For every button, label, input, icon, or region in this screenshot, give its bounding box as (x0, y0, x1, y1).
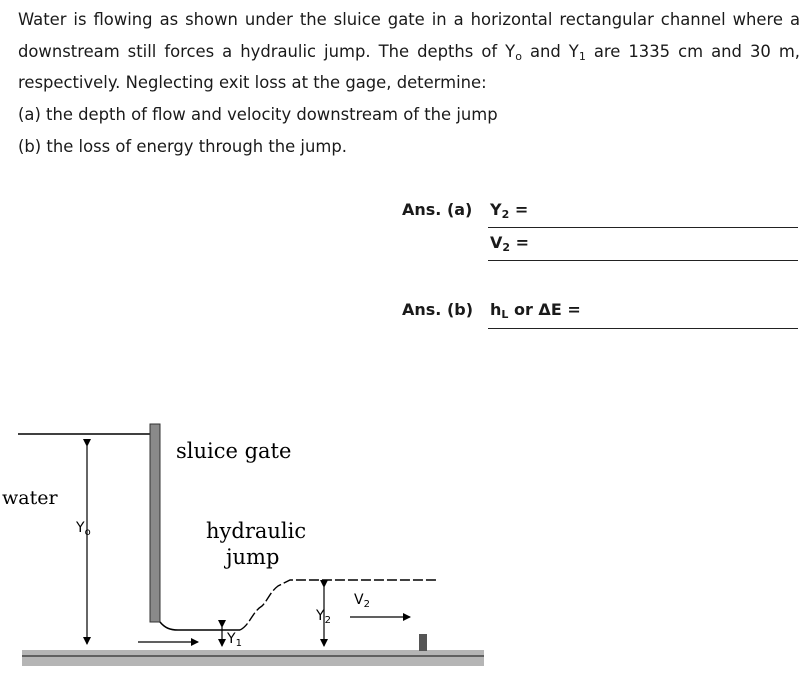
answer-hl-label: $h_L$ or ΔE = (490, 300, 581, 321)
label-v2: $V_2$ (354, 592, 370, 610)
question-part-a: (a) the depth of flow and velocity downstream of the jump (18, 105, 498, 125)
label-water: water (2, 487, 58, 509)
answer-b-label: Ans. (b) (402, 300, 474, 319)
answer-v2-label: $V_2$ = (490, 233, 530, 254)
label-y2: $Y_2$ (316, 608, 331, 626)
question-part-b: (b) the loss of energy through the jump. (18, 136, 347, 156)
problem-line-3: respectively. Neglecting exit loss at the gage, determine: (18, 73, 487, 93)
answer-y2-label: $Y_2$ = (490, 200, 529, 221)
answer-a-label: Ans. (a) (402, 200, 473, 219)
jump-surface (240, 580, 438, 630)
vena-contracta-surface (160, 622, 240, 630)
label-y1: $Y_1$ (227, 631, 242, 649)
label-sluice-gate: sluice gate (176, 439, 292, 463)
channel-bed (22, 650, 484, 666)
label-yo: $Y_o$ (76, 520, 91, 538)
downstream-sill (419, 634, 427, 651)
label-hydraulic: hydraulic (206, 519, 307, 543)
problem-line-2: downstream still forces a hydraulic jump. The depths of $Y_o$ and $Y_1$ are 1335 cm and 30 m, (18, 41, 800, 63)
sluice-gate (150, 424, 160, 622)
problem-line-1: Water is flowing as shown under the sluice gate in a horizontal rectangular channel where a (18, 10, 800, 29)
label-jump: jump (226, 545, 280, 569)
